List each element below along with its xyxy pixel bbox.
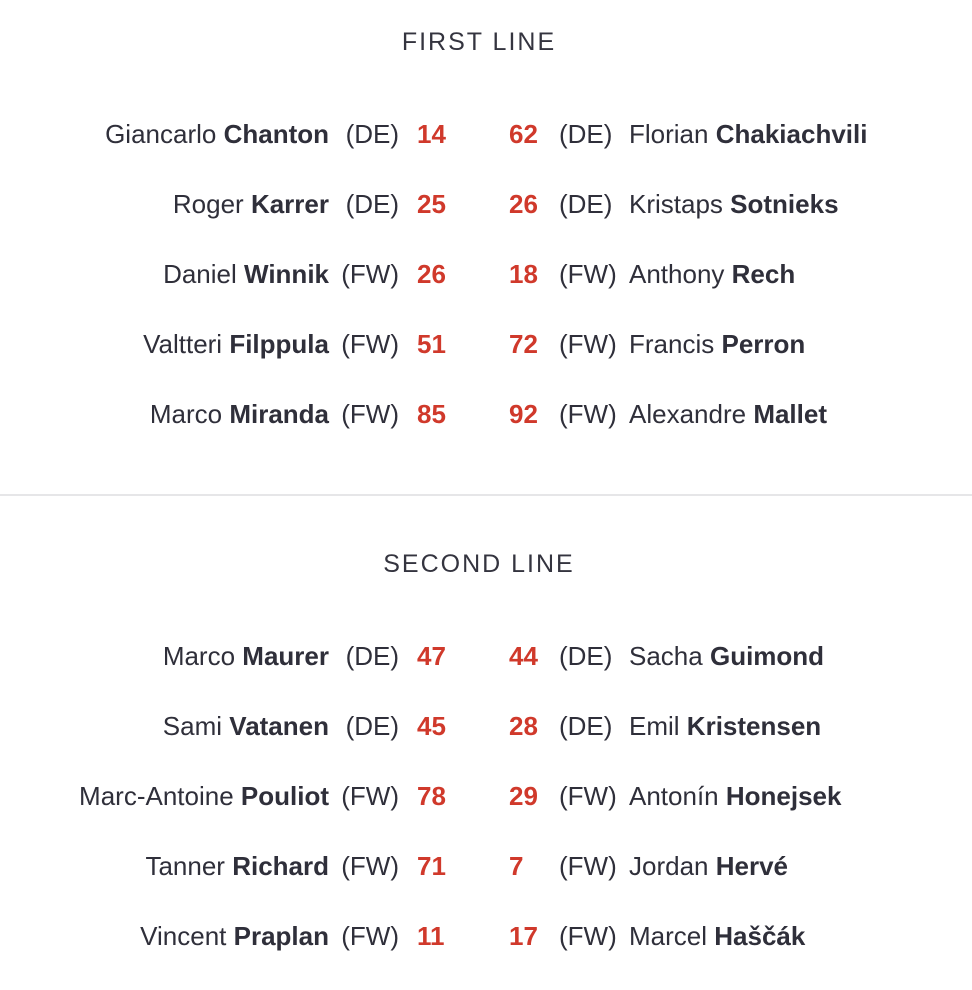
away-player-position: (FW) xyxy=(559,259,617,289)
home-player-number: 47 xyxy=(417,641,446,671)
lineup-row xyxy=(0,184,972,224)
home-player-position: (FW) xyxy=(341,851,399,881)
away-player-first-name: Jordan xyxy=(629,851,709,881)
away-player-number: 44 xyxy=(509,641,538,671)
away-player-last-name: Haščák xyxy=(714,921,806,951)
lineup-row xyxy=(0,324,972,364)
away-player-last-name: Hervé xyxy=(715,851,789,881)
away-player-last-name: Perron xyxy=(721,329,806,359)
home-player-number: 45 xyxy=(417,711,446,741)
away-player-first-name: Francis xyxy=(629,329,715,359)
away-player-last-name: Kristensen xyxy=(686,711,822,741)
away-player-name[interactable] xyxy=(629,184,839,224)
home-player-name[interactable] xyxy=(163,636,329,676)
away-player-number: 72 xyxy=(509,329,538,359)
away-player-name[interactable] xyxy=(629,114,867,154)
home-player-last-name: Vatanen xyxy=(229,711,329,741)
away-player-name[interactable] xyxy=(629,324,805,364)
home-player-first-name: Roger xyxy=(172,189,244,219)
away-player-number: 28 xyxy=(509,711,538,741)
lineup-row xyxy=(0,114,972,154)
away-player-name[interactable] xyxy=(629,846,788,886)
away-player-first-name: Anthony xyxy=(629,259,725,289)
lineup-row xyxy=(0,394,972,434)
away-player-first-name: Florian xyxy=(629,119,709,149)
home-player-last-name: Filppula xyxy=(229,329,329,359)
away-player-number: 26 xyxy=(509,189,538,219)
away-player-first-name: Marcel xyxy=(629,921,708,951)
home-player-position: (FW) xyxy=(341,259,399,289)
away-player-name[interactable] xyxy=(629,254,795,294)
away-player-number: 17 xyxy=(509,921,538,951)
away-player-first-name: Antonín xyxy=(629,781,719,811)
home-player-number: 14 xyxy=(417,119,446,149)
home-player-number: 78 xyxy=(417,781,446,811)
away-player-number: 29 xyxy=(509,781,538,811)
home-player-number: 51 xyxy=(417,329,446,359)
away-player-number: 18 xyxy=(509,259,538,289)
home-player-first-name: Sami xyxy=(162,711,223,741)
lineup-row xyxy=(0,846,972,886)
away-player-name[interactable] xyxy=(629,636,824,676)
away-player-first-name: Sacha xyxy=(629,641,703,671)
away-player-name[interactable] xyxy=(629,776,841,816)
home-player-last-name: Maurer xyxy=(242,641,329,671)
home-player-first-name: Tanner xyxy=(145,851,225,881)
home-player-name[interactable] xyxy=(173,184,329,224)
away-player-position: (FW) xyxy=(559,329,617,359)
home-player-last-name: Miranda xyxy=(229,399,329,429)
away-player-position: (FW) xyxy=(559,399,617,429)
home-player-number: 71 xyxy=(417,851,446,881)
home-player-position: (FW) xyxy=(341,329,399,359)
away-player-position: (DE) xyxy=(559,641,613,671)
home-player-position: (FW) xyxy=(341,921,399,951)
home-player-first-name: Valtteri xyxy=(143,329,223,359)
home-player-name[interactable] xyxy=(105,114,329,154)
home-player-position: (DE) xyxy=(345,711,399,741)
away-player-last-name: Guimond xyxy=(709,641,825,671)
home-player-position: (DE) xyxy=(345,189,399,219)
home-player-name[interactable] xyxy=(140,916,329,956)
away-player-first-name: Emil xyxy=(629,711,680,741)
home-player-number: 26 xyxy=(417,259,446,289)
lineup-row xyxy=(0,916,972,956)
away-player-name[interactable] xyxy=(629,394,827,434)
section-title: SECOND LINE xyxy=(383,550,575,578)
away-player-position: (DE) xyxy=(559,189,613,219)
home-player-position: (FW) xyxy=(341,399,399,429)
home-player-first-name: Marco xyxy=(162,641,236,671)
lineup-row xyxy=(0,706,972,746)
home-player-position: (DE) xyxy=(345,119,399,149)
home-player-name[interactable] xyxy=(79,776,329,816)
lineup-row xyxy=(0,254,972,294)
home-player-last-name: Richard xyxy=(232,851,329,881)
home-player-number: 11 xyxy=(417,921,445,951)
away-player-number: 62 xyxy=(509,119,538,149)
away-player-position: (FW) xyxy=(559,921,617,951)
home-player-first-name: Giancarlo xyxy=(105,119,217,149)
away-player-number: 92 xyxy=(509,399,538,429)
home-player-number: 25 xyxy=(417,189,446,219)
home-player-position: (FW) xyxy=(341,781,399,811)
home-player-first-name: Marco xyxy=(149,399,223,429)
home-player-last-name: Pouliot xyxy=(240,781,329,811)
away-player-name[interactable] xyxy=(629,916,805,956)
away-player-last-name: Mallet xyxy=(753,399,827,429)
away-player-position: (DE) xyxy=(559,119,613,149)
lineup-row xyxy=(0,636,972,676)
home-player-name[interactable] xyxy=(150,394,329,434)
away-player-last-name: Chakiachvili xyxy=(715,119,868,149)
home-player-last-name: Praplan xyxy=(233,921,329,951)
home-player-name[interactable] xyxy=(163,254,329,294)
home-player-name[interactable] xyxy=(163,706,329,746)
away-player-last-name: Rech xyxy=(731,259,796,289)
away-player-position: (FW) xyxy=(559,781,617,811)
home-player-first-name: Vincent xyxy=(140,921,227,951)
home-player-last-name: Chanton xyxy=(223,119,329,149)
away-player-position: (DE) xyxy=(559,711,613,741)
home-player-first-name: Daniel xyxy=(163,259,237,289)
home-player-last-name: Karrer xyxy=(250,189,329,219)
away-player-first-name: Alexandre xyxy=(629,399,747,429)
home-player-name[interactable] xyxy=(145,846,329,886)
away-player-last-name: Honejsek xyxy=(725,781,842,811)
home-player-number: 85 xyxy=(417,399,446,429)
away-player-name[interactable] xyxy=(629,706,821,746)
away-player-last-name: Sotnieks xyxy=(730,189,839,219)
section-divider xyxy=(0,494,972,496)
away-player-position: (FW) xyxy=(559,851,617,881)
home-player-first-name: Marc-Antoine xyxy=(79,781,234,811)
away-player-number: 7 xyxy=(509,851,524,881)
home-player-position: (DE) xyxy=(345,641,399,671)
lineup-row xyxy=(0,776,972,816)
home-player-name[interactable] xyxy=(143,324,329,364)
section-title: FIRST LINE xyxy=(401,28,557,56)
away-player-first-name: Kristaps xyxy=(629,189,723,219)
home-player-last-name: Winnik xyxy=(244,259,329,289)
